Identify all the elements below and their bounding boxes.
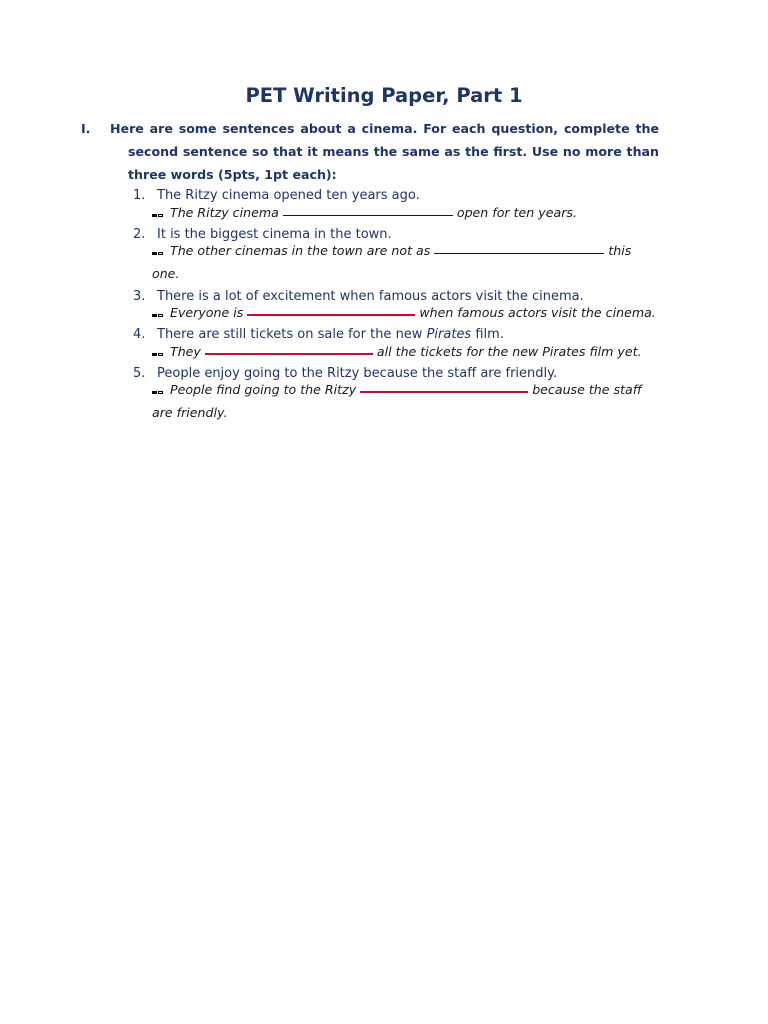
pencil-icon <box>152 389 164 395</box>
pencil-icon <box>152 312 164 318</box>
question-number: 4. <box>133 327 146 342</box>
question-sentence: There is a lot of excitement when famous actors visit the cinema. <box>157 289 584 304</box>
pencil-icon <box>152 250 164 256</box>
instruction-block <box>81 117 659 186</box>
answer-suffix: this one. <box>152 243 632 281</box>
question-number: 5. <box>133 366 146 381</box>
question-sentence-start: There are still tickets on sale for the new <box>157 327 423 342</box>
answer-line-1 <box>152 201 662 224</box>
question-sentence: People enjoy going to the Ritzy because the staff are friendly. <box>157 366 558 381</box>
page-title: PET Writing Paper, Part 1 <box>245 84 523 107</box>
answer-blank-4[interactable] <box>205 352 373 355</box>
answer-prefix: Everyone is <box>170 305 244 320</box>
answer-suffix: when famous actors visit the cinema. <box>419 305 656 320</box>
answer-suffix: open for ten years. <box>456 205 577 220</box>
answer-suffix: because the staff are friendly. <box>152 382 642 420</box>
answer-line-3 <box>152 301 662 324</box>
answer-prefix: The other cinemas in the town are not as <box>170 243 431 258</box>
pencil-icon <box>152 351 164 357</box>
answer-blank-2[interactable] <box>434 252 604 254</box>
question-sentence: It is the biggest cinema in the town. <box>157 227 392 242</box>
pencil-icon <box>152 212 164 218</box>
question-number: 2. <box>133 227 146 242</box>
answer-line-2 <box>152 239 632 285</box>
answer-prefix: People find going to the Ritzy <box>170 382 357 397</box>
question-number: 3. <box>133 289 146 304</box>
question-number: 1. <box>133 188 146 203</box>
answer-suffix: all the tickets for the new Pirates film yet. <box>376 344 642 359</box>
answer-line-5 <box>152 378 652 424</box>
answer-blank-1[interactable] <box>283 214 453 216</box>
question-sentence: The Ritzy cinema opened ten years ago. <box>157 188 420 203</box>
question-sentence-end: film. <box>475 327 504 342</box>
answer-prefix: They <box>170 344 201 359</box>
answer-line-4 <box>152 340 662 363</box>
film-title: Pirates <box>426 327 472 342</box>
answer-prefix: The Ritzy cinema <box>170 205 279 220</box>
answer-blank-3[interactable] <box>247 313 415 316</box>
answer-blank-5[interactable] <box>360 390 528 393</box>
section-numeral: I. <box>81 121 91 136</box>
instruction-text: Here are some sentences about a cinema. For each question, complete the second sentence so that it means the same as the first. Use no more than three words (5pts, 1pt each): <box>110 121 659 182</box>
